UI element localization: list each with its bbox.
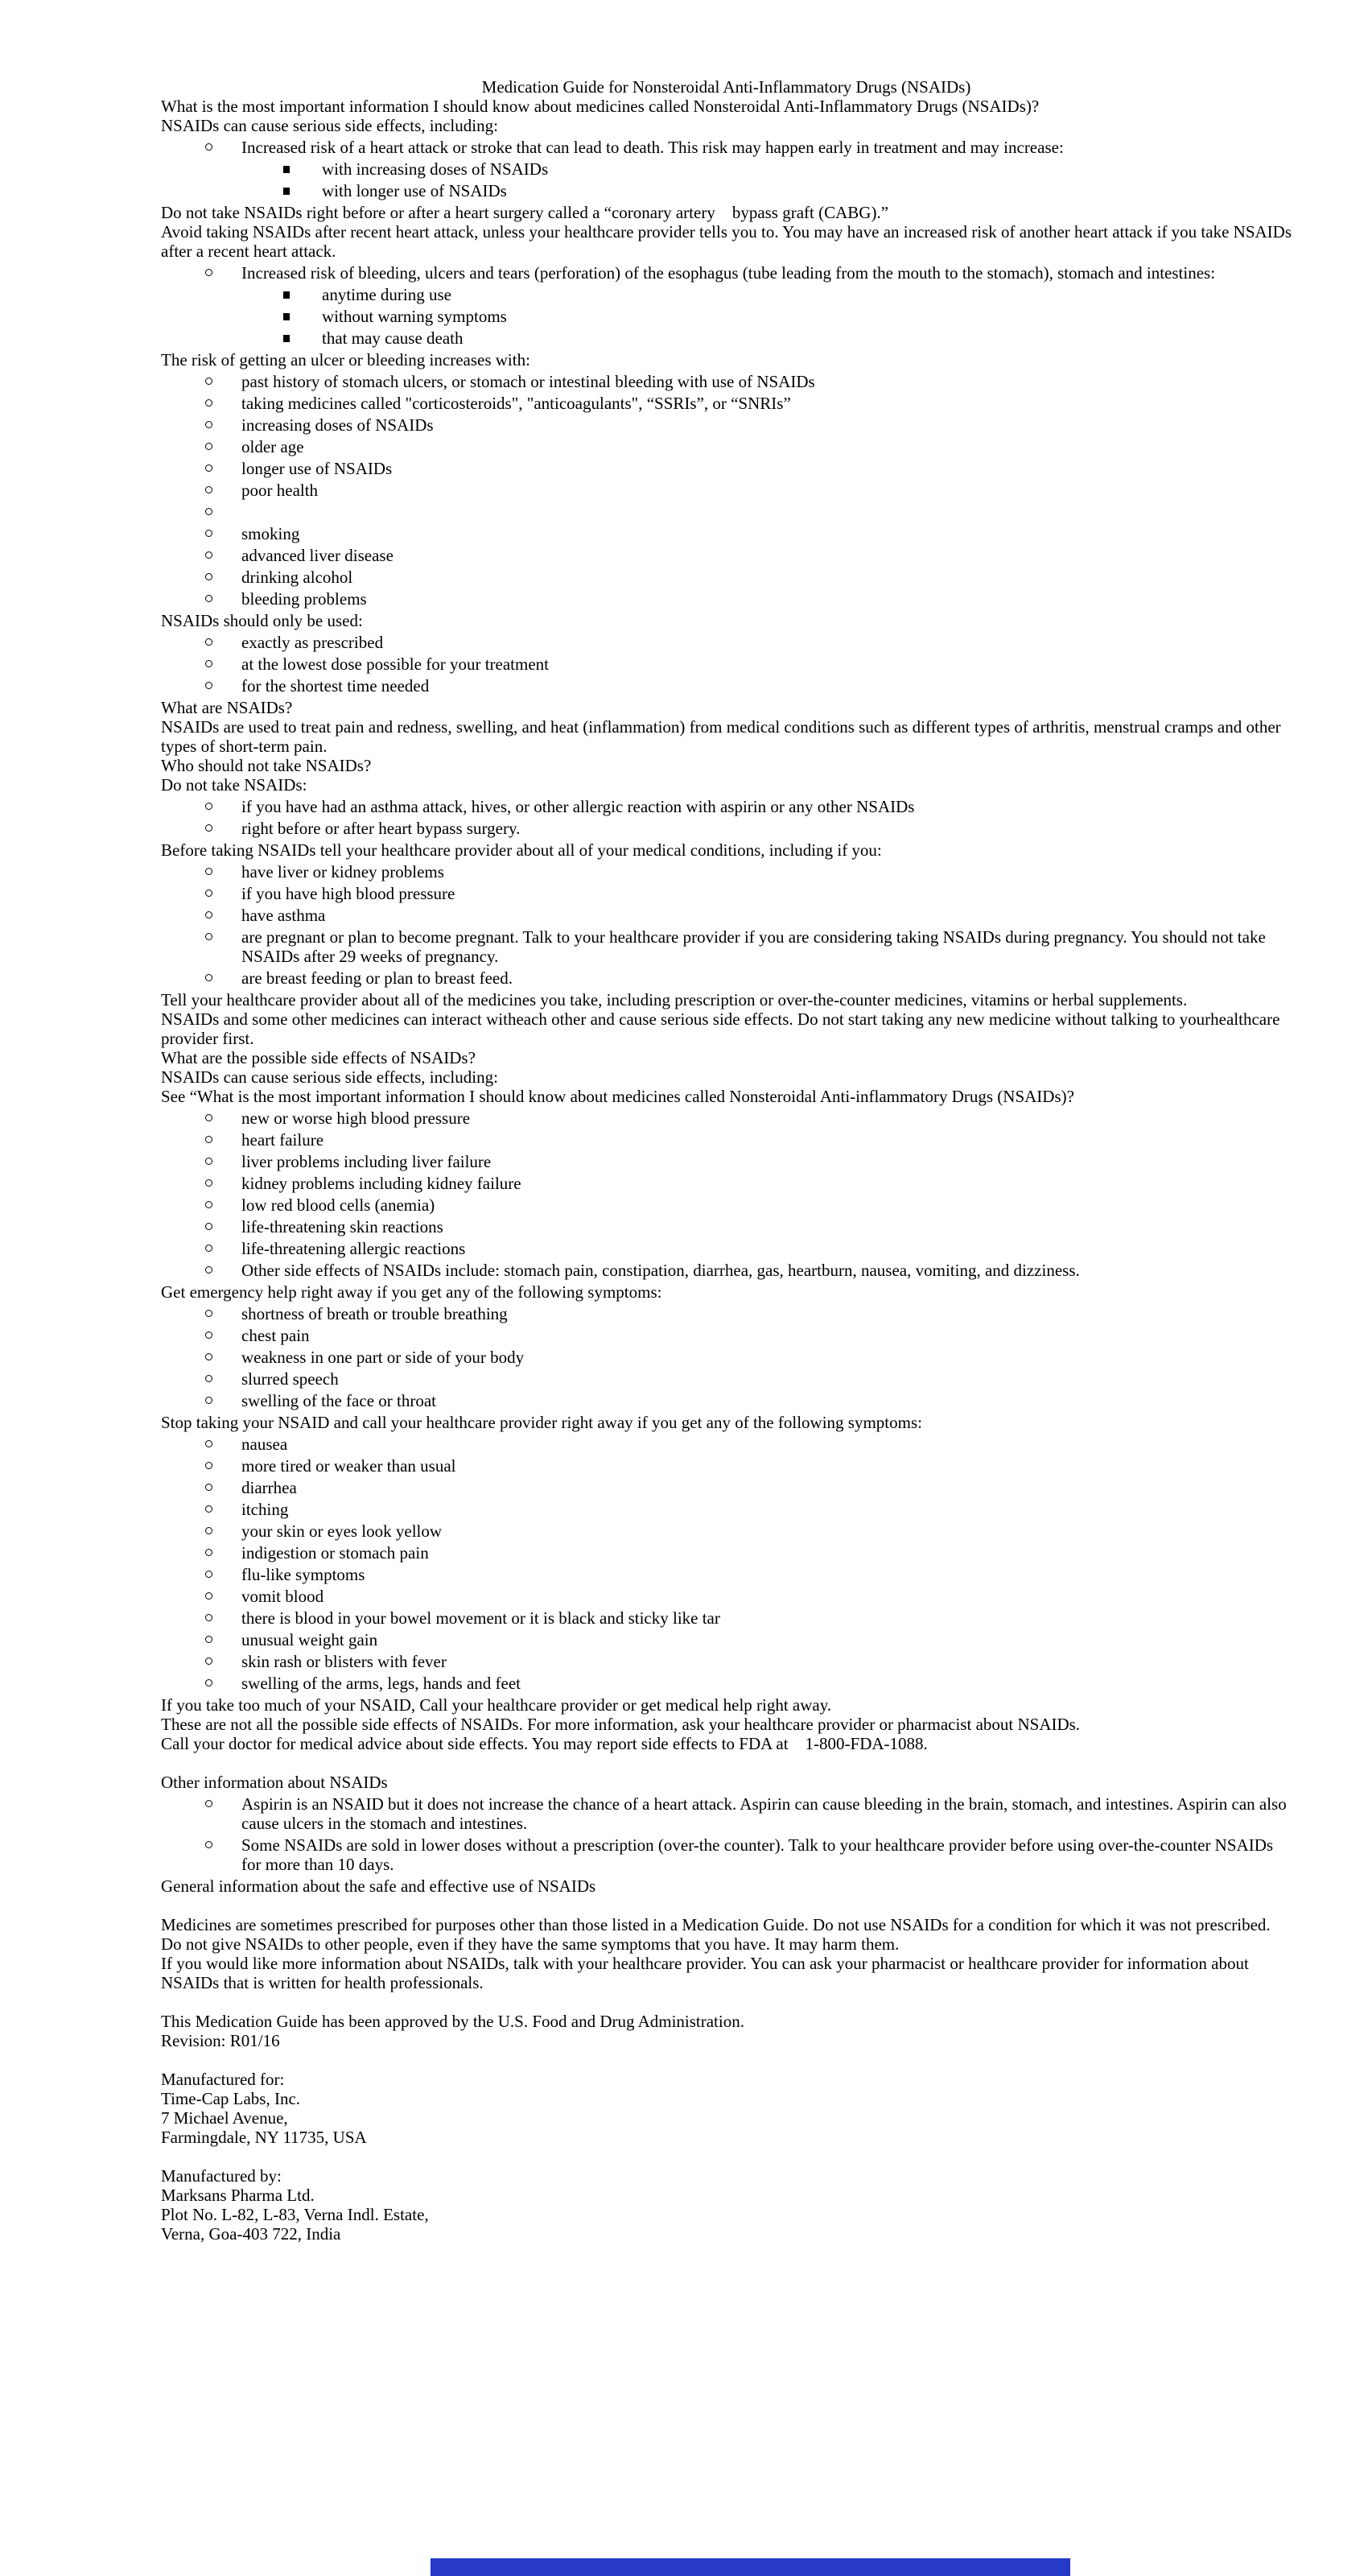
list-item: [161, 589, 1292, 609]
paragraph: Stop taking your NSAID and call your healthcare provider right away if you get any of the following symptoms:: [161, 1413, 922, 1432]
list-item-text: new or worse high blood pressure: [241, 1108, 471, 1128]
list-item: [161, 1195, 1292, 1215]
list-item: [161, 1108, 1292, 1128]
circle-bullet-icon: [205, 868, 212, 875]
list-item-text: chest pain: [241, 1326, 310, 1345]
list-item: [161, 459, 1292, 478]
paragraph: NSAIDs can cause serious side effects, including:: [161, 1067, 498, 1087]
bullet-list-level-1: [161, 1794, 1292, 1874]
circle-bullet-icon: [205, 508, 212, 515]
paragraph: Marksans Pharma Ltd.: [161, 2186, 315, 2205]
list-item: [161, 159, 1292, 179]
list-item: [161, 884, 1292, 903]
list-item-text: heart failure: [241, 1130, 324, 1150]
list-item-text: with increasing doses of NSAIDs: [322, 159, 549, 179]
bullet-list-level-1: [161, 797, 1292, 838]
bullet-list-level-1: [161, 138, 1292, 157]
list-item: [161, 138, 1292, 157]
list-item-text: weakness in one part or side of your body: [241, 1348, 525, 1367]
paragraph: Tell your healthcare provider about all of the medicines you take, including prescription or over-the-counter medicines, vitamins or herbal supplements.: [161, 990, 1188, 1009]
circle-bullet-icon: [205, 1614, 212, 1621]
list-item-text: are pregnant or plan to become pregnant. Talk to your healthcare provider if you are considering taking NSAIDs during pregnancy. You should not take NSAIDs after 29 weeks of pregnancy.: [241, 927, 1271, 966]
list-item: [161, 1456, 1292, 1476]
list-item-text: have asthma: [241, 906, 326, 925]
list-item: [161, 1174, 1292, 1193]
list-item-text: life-threatening allergic reactions: [241, 1239, 466, 1258]
list-item: [161, 1304, 1292, 1323]
paragraph: See “What is the most important information I should know about medicines called Nonsteroidal Anti-inflammatory Drugs (NSAIDs)?: [161, 1087, 1074, 1106]
document-body: [161, 77, 1296, 2244]
list-item: [161, 862, 1292, 881]
paragraph: These are not all the possible side effects of NSAIDs. For more information, ask your healthcare provider or pharmacist about NSAIDs.: [161, 1715, 1081, 1734]
list-item: [161, 181, 1292, 200]
paragraph: Farmingdale, NY 11735, USA: [161, 2128, 367, 2147]
list-item-text: longer use of NSAIDs: [241, 459, 393, 478]
list-item: [161, 1391, 1292, 1410]
blank-line: [161, 1753, 1292, 1773]
bullet-list-level-1: [161, 1304, 1292, 1410]
list-item: [161, 1500, 1292, 1519]
paragraph: If you would like more information about NSAIDs, talk with your healthcare provider. You can ask your pharmacist or healthcare provider for information about NSAIDs that is written for health professionals.: [161, 1954, 1254, 1992]
circle-bullet-icon: [205, 1592, 212, 1600]
circle-bullet-icon: [205, 660, 212, 667]
circle-bullet-icon: [205, 1549, 212, 1556]
circle-bullet-icon: [205, 933, 212, 940]
list-item: [161, 676, 1292, 696]
list-item-text: Aspirin is an NSAID but it does not increase the chance of a heart attack. Aspirin can cause bleeding in the brain, stomach, and intestines. Aspirin can also cause ulcers in the stomach and intestines.: [241, 1794, 1291, 1833]
circle-bullet-icon: [205, 974, 212, 981]
blank-line: [161, 2050, 1292, 2070]
list-item-text: swelling of the face or throat: [241, 1391, 436, 1410]
circle-bullet-icon: [205, 1505, 212, 1513]
paragraph: Do not take NSAIDs:: [161, 775, 307, 795]
list-item: [161, 1326, 1292, 1345]
list-item: [161, 568, 1292, 587]
list-item: [161, 372, 1292, 391]
list-item-text: exactly as prescribed: [241, 633, 384, 652]
circle-bullet-icon: [205, 573, 212, 580]
list-item-text: Other side effects of NSAIDs include: stomach pain, constipation, diarrhea, gas, heartburn, nausea, vomiting, and dizziness.: [241, 1261, 1080, 1280]
circle-bullet-icon: [205, 399, 212, 407]
list-item: [161, 1543, 1292, 1563]
list-item: [161, 1587, 1292, 1606]
list-item: [161, 1608, 1292, 1628]
list-item-text: increasing doses of NSAIDs: [241, 415, 434, 435]
list-item-text: liver problems including liver failure: [241, 1152, 492, 1171]
list-item-text: there is blood in your bowel movement or it is black and sticky like tar: [241, 1608, 720, 1628]
list-item-text: anytime during use: [322, 285, 451, 304]
circle-bullet-icon: [205, 1800, 212, 1807]
paragraph: Avoid taking NSAIDs after recent heart attack, unless your healthcare provider tells you to. You may have an increased risk of another heart attack if you take NSAIDs after a recent heart attack.: [161, 222, 1296, 261]
list-item-text: indigestion or stomach pain: [241, 1543, 429, 1563]
square-bullet-icon: [283, 335, 290, 342]
bullet-list-level-1: [161, 1108, 1292, 1280]
circle-bullet-icon: [205, 1331, 212, 1339]
list-item: [161, 524, 1292, 543]
list-item-text: itching: [241, 1500, 289, 1519]
list-item: [161, 1630, 1292, 1649]
list-item-text: Increased risk of bleeding, ulcers and tears (perforation) of the esophagus (tube leading from the mouth to the stomach), stomach and intestines:: [241, 263, 1216, 283]
circle-bullet-icon: [205, 890, 212, 897]
square-bullet-icon: [283, 188, 290, 195]
list-item: [161, 1348, 1292, 1367]
bullet-list-level-1: [161, 372, 1292, 609]
list-item: [161, 1217, 1292, 1236]
circle-bullet-icon: [205, 1462, 212, 1469]
list-item-text: skin rash or blisters with fever: [241, 1652, 447, 1671]
list-item: [161, 1261, 1292, 1280]
circle-bullet-icon: [205, 1657, 212, 1665]
list-item-text: your skin or eyes look yellow: [241, 1521, 443, 1541]
bullet-list-level-2: [161, 285, 1292, 348]
list-item-text: more tired or weaker than usual: [241, 1456, 456, 1476]
blank-line: [161, 2147, 1292, 2166]
list-item: [161, 502, 1292, 522]
circle-bullet-icon: [205, 443, 212, 450]
list-item: [161, 927, 1292, 966]
list-item: [161, 1521, 1292, 1541]
paragraph: Get emergency help right away if you get any of the following symptoms:: [161, 1282, 662, 1302]
list-item-text: advanced liver disease: [241, 546, 394, 565]
paragraph: 7 Michael Avenue,: [161, 2108, 288, 2128]
blank-line: [161, 1896, 1292, 1915]
list-item-text: drinking alcohol: [241, 568, 353, 587]
circle-bullet-icon: [205, 269, 212, 276]
paragraph: If you take too much of your NSAID, Call your healthcare provider or get medical help right away.: [161, 1695, 832, 1715]
square-bullet-icon: [283, 313, 290, 320]
paragraph: Verna, Goa-403 722, India: [161, 2224, 341, 2244]
circle-bullet-icon: [205, 1527, 212, 1534]
paragraph: Do not take NSAIDs right before or after a heart surgery called a “coronary artery bypass graft (CABG).”: [161, 203, 889, 222]
list-item: [161, 906, 1292, 925]
list-item: [161, 285, 1292, 304]
list-item: [161, 654, 1292, 674]
paragraph: NSAIDs are used to treat pain and redness, swelling, and heat (inflammation) from medical conditions such as different types of arthritis, menstrual cramps and other types of short-term pain.: [161, 717, 1285, 756]
paragraph: General information about the safe and effective use of NSAIDs: [161, 1876, 596, 1896]
circle-bullet-icon: [205, 1571, 212, 1578]
circle-bullet-icon: [205, 682, 212, 689]
list-item-text: if you have had an asthma attack, hives, or other allergic reaction with aspirin or any other NSAIDs: [241, 797, 915, 816]
list-item-text: vomit blood: [241, 1587, 324, 1606]
list-item-text: Some NSAIDs are sold in lower doses without a prescription (over-the counter). Talk to your healthcare provider before using over-the-counter NSAIDs for more than 10 days.: [241, 1835, 1278, 1874]
list-item-text: nausea: [241, 1435, 288, 1454]
list-item-text: taking medicines called "corticosteroids", "anticoagulants", “SSRIs”, or “SNRIs”: [241, 394, 791, 413]
paragraph: What are the possible side effects of NSAIDs?: [161, 1048, 476, 1067]
circle-bullet-icon: [205, 1158, 212, 1165]
list-item: [161, 1794, 1292, 1833]
list-item-text: with longer use of NSAIDs: [322, 181, 507, 200]
paragraph: NSAIDs can cause serious side effects, including:: [161, 116, 498, 135]
circle-bullet-icon: [205, 464, 212, 472]
list-item-text: shortness of breath or trouble breathing: [241, 1304, 508, 1323]
list-item-text: past history of stomach ulcers, or stomach or intestinal bleeding with use of NSAIDs: [241, 372, 815, 391]
paragraph: Call your doctor for medical advice about side effects. You may report side effects to FDA at 1-800-FDA-1088.: [161, 1734, 928, 1753]
circle-bullet-icon: [205, 530, 212, 537]
list-item-text: low red blood cells (anemia): [241, 1195, 435, 1215]
square-bullet-icon: [283, 291, 290, 299]
circle-bullet-icon: [205, 824, 212, 832]
circle-bullet-icon: [205, 911, 212, 919]
list-item-text: that may cause death: [322, 328, 464, 348]
circle-bullet-icon: [205, 1201, 212, 1208]
circle-bullet-icon: [205, 1679, 212, 1686]
list-item: [161, 1565, 1292, 1584]
list-item-text: flu-like symptoms: [241, 1565, 365, 1584]
circle-bullet-icon: [205, 551, 212, 559]
list-item-text: slurred speech: [241, 1369, 339, 1389]
paragraph: Time-Cap Labs, Inc.: [161, 2089, 301, 2108]
footer-blue-bar: [431, 2558, 1070, 2576]
circle-bullet-icon: [205, 1397, 212, 1404]
blank-line: [161, 1992, 1292, 2012]
list-item: [161, 797, 1292, 816]
list-item: [161, 633, 1292, 652]
list-item: [161, 437, 1292, 456]
list-item-text: if you have high blood pressure: [241, 884, 455, 903]
circle-bullet-icon: [205, 143, 212, 151]
paragraph: This Medication Guide has been approved by the U.S. Food and Drug Administration.: [161, 2012, 744, 2031]
circle-bullet-icon: [205, 1375, 212, 1382]
square-bullet-icon: [283, 166, 290, 173]
circle-bullet-icon: [205, 1353, 212, 1360]
paragraph: Revision: R01/16: [161, 2031, 280, 2050]
list-item: [161, 968, 1292, 988]
list-item: [161, 1478, 1292, 1497]
list-item: [161, 546, 1292, 565]
paragraph: NSAIDs and some other medicines can interact witheach other and cause serious side effects. Do not start taking any new medicine without talking to yourhealthcare provider first.: [161, 1009, 1284, 1048]
paragraph: What are NSAIDs?: [161, 698, 293, 717]
circle-bullet-icon: [205, 421, 212, 428]
list-item: [161, 1152, 1292, 1171]
list-item-text: are breast feeding or plan to breast feed.: [241, 968, 513, 988]
circle-bullet-icon: [205, 595, 212, 602]
list-item: [161, 394, 1292, 413]
list-item-text: bleeding problems: [241, 589, 367, 609]
page-title: Medication Guide for Nonsteroidal Anti-Inflammatory Drugs (NSAIDs): [481, 77, 971, 97]
list-item: [161, 263, 1292, 283]
paragraph: Who should not take NSAIDs?: [161, 756, 372, 775]
list-item-text: for the shortest time needed: [241, 676, 430, 696]
list-item: [161, 1652, 1292, 1671]
paragraph: What is the most important information I should know about medicines called Nonsteroidal Anti-Inflammatory Drugs (NSAIDs)?: [161, 97, 1040, 116]
circle-bullet-icon: [205, 1636, 212, 1643]
list-item-text: poor health: [241, 481, 319, 500]
list-item-text: swelling of the arms, legs, hands and feet: [241, 1674, 521, 1693]
circle-bullet-icon: [205, 1179, 212, 1187]
list-item: [161, 1674, 1292, 1693]
bullet-list-level-1: [161, 1435, 1292, 1693]
circle-bullet-icon: [205, 1266, 212, 1274]
circle-bullet-icon: [205, 1484, 212, 1491]
list-item: [161, 415, 1292, 435]
list-item-text: unusual weight gain: [241, 1630, 378, 1649]
paragraph: NSAIDs should only be used:: [161, 611, 363, 630]
circle-bullet-icon: [205, 1440, 212, 1447]
paragraph: The risk of getting an ulcer or bleeding increases with:: [161, 350, 530, 369]
list-item-text: without warning symptoms: [322, 307, 507, 326]
list-item-text: Increased risk of a heart attack or stroke that can lead to death. This risk may happen early in treatment and may increase:: [241, 138, 1064, 157]
bullet-list-level-1: [161, 862, 1292, 988]
bullet-list-level-1: [161, 263, 1292, 283]
paragraph: Manufactured for:: [161, 2070, 285, 2089]
paragraph: Manufactured by:: [161, 2166, 282, 2186]
circle-bullet-icon: [205, 1841, 212, 1848]
list-item: [161, 1130, 1292, 1150]
list-item: [161, 481, 1292, 500]
circle-bullet-icon: [205, 638, 212, 646]
list-item: [161, 1435, 1292, 1454]
bullet-list-level-2: [161, 159, 1292, 200]
circle-bullet-icon: [205, 1245, 212, 1252]
circle-bullet-icon: [205, 803, 212, 810]
bullet-list-level-1: [161, 633, 1292, 696]
list-item-text: kidney problems including kidney failure: [241, 1174, 521, 1193]
paragraph: Other information about NSAIDs: [161, 1773, 388, 1792]
list-item: [161, 307, 1292, 326]
list-item-text: at the lowest dose possible for your treatment: [241, 654, 549, 674]
list-item: [161, 1369, 1292, 1389]
list-item-text: older age: [241, 437, 304, 456]
list-item: [161, 328, 1292, 348]
list-item-text: have liver or kidney problems: [241, 862, 444, 881]
circle-bullet-icon: [205, 1114, 212, 1121]
list-item: [161, 1239, 1292, 1258]
list-item-text: right before or after heart bypass surgery.: [241, 819, 521, 838]
list-item: [161, 1835, 1292, 1874]
list-item-text: life-threatening skin reactions: [241, 1217, 443, 1236]
circle-bullet-icon: [205, 1310, 212, 1317]
list-item: [161, 819, 1292, 838]
list-item-text: smoking: [241, 524, 300, 543]
circle-bullet-icon: [205, 378, 212, 385]
circle-bullet-icon: [205, 486, 212, 493]
list-item-text: diarrhea: [241, 1478, 297, 1497]
paragraph: Medicines are sometimes prescribed for purposes other than those listed in a Medication Guide. Do not use NSAIDs for a condition for which it was not prescribed. Do not give NSAIDs to other people, even if they have the same symptoms that you have. It may harm them.: [161, 1915, 1275, 1954]
circle-bullet-icon: [205, 1223, 212, 1230]
paragraph: Before taking NSAIDs tell your healthcare provider about all of your medical conditions, including if you:: [161, 840, 882, 860]
paragraph: Plot No. L-82, L-83, Verna Indl. Estate,: [161, 2205, 429, 2224]
circle-bullet-icon: [205, 1136, 212, 1143]
